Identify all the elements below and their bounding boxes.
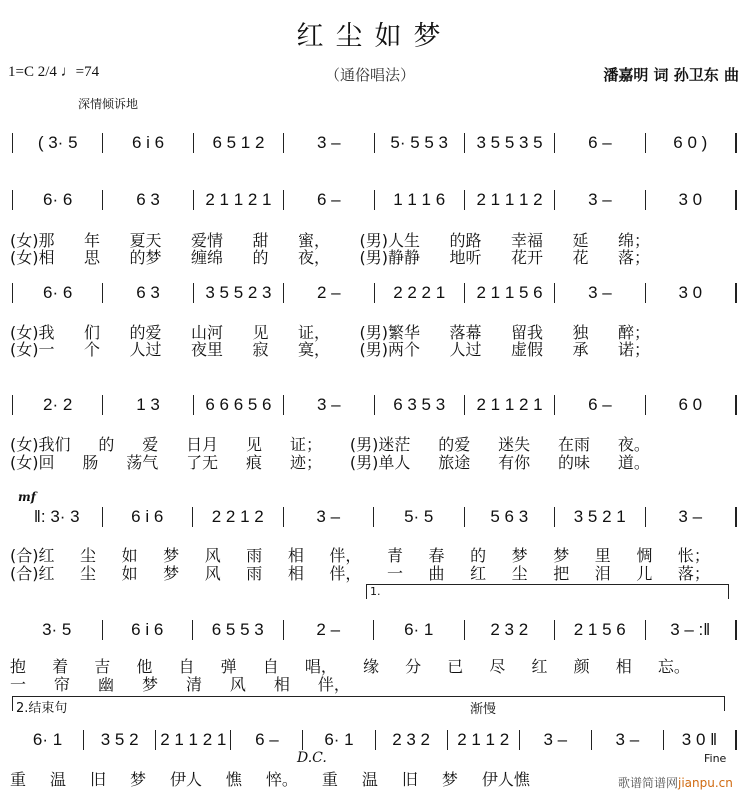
lyric-word: 山河: [190, 323, 223, 342]
measure: 2 1 1 2 1: [156, 730, 231, 750]
lyric-word: 红: [470, 564, 487, 583]
expression-mark: 深情倾诉地: [78, 97, 139, 111]
lyric-word: 的路: [449, 231, 482, 250]
lyric-word: 人过: [129, 340, 162, 359]
measure: 6 –: [555, 133, 645, 153]
measure: 3 –: [555, 283, 645, 303]
lyric-word: 人过: [449, 340, 482, 359]
lyric-word: 一: [10, 675, 27, 694]
lyric-word: 的爱: [438, 435, 471, 454]
dc-mark: D.C.: [297, 750, 327, 766]
lyric-word: 的味: [557, 453, 590, 472]
lyric-word: 夜，: [297, 248, 330, 267]
lyric-word: 的梦: [129, 248, 162, 267]
lyric-word: 红: [531, 657, 548, 676]
measure: 3 5 2 1: [555, 507, 646, 527]
lyric-word: 自: [178, 657, 195, 676]
lyric-word: 荡气: [126, 453, 159, 472]
measure: 2 1 1 1 2: [465, 190, 555, 210]
song-title: 红尘如梦: [296, 21, 453, 52]
lyric-word: 尘: [511, 564, 528, 583]
lyric-word: (女)相: [10, 248, 55, 267]
lyric-word: 如: [121, 546, 138, 565]
measure: 5· 5 5 3: [375, 133, 465, 153]
measure: 6 3 5 3: [375, 395, 465, 415]
lyric-word: 甜: [252, 231, 269, 250]
measure: 1 1 1 6: [375, 190, 465, 210]
notation-line: [12, 730, 737, 750]
lyric-word: (女)那: [10, 231, 55, 250]
lyric-word: 伴，: [317, 675, 350, 694]
lyric-word: 梦: [163, 564, 180, 583]
lyric-word: 绵；: [617, 231, 650, 250]
lyric-word: 爱情: [190, 231, 223, 250]
measure: 6 6 6 5 6: [194, 395, 284, 415]
lyric-word: 自: [262, 657, 279, 676]
measure: 3 –: [284, 507, 375, 527]
lyric-word: 寞，: [297, 340, 330, 359]
lyric-word: 憔: [225, 770, 242, 789]
lyric-word: (男)单人: [349, 453, 411, 472]
lyric-line: [10, 450, 650, 473]
notation-line: [12, 190, 737, 210]
lyric-word: 悴。: [265, 770, 298, 789]
lyric-word: 花开: [510, 248, 543, 267]
measure: 6 i 6: [103, 620, 194, 640]
lyric-word: (男)静静: [359, 248, 420, 267]
measure: 3 –: [555, 190, 645, 210]
measure: 6 –: [284, 190, 374, 210]
lyric-word: 唱，: [304, 657, 337, 676]
measure: 6 0 ): [646, 133, 737, 153]
lyric-word: 抱: [10, 657, 27, 676]
lyric-word: 梦: [129, 770, 146, 789]
lyric-word: (合)红: [10, 546, 55, 565]
measure: ‖: 3· 3: [12, 507, 103, 527]
measure: ( 3· 5: [12, 133, 103, 153]
measure: 6 5 5 3: [193, 620, 284, 640]
lyric-word: 重: [321, 770, 338, 789]
lyric-word: 幸福: [510, 231, 543, 250]
lyric-word: 们: [83, 323, 100, 342]
measure: 3 5 2: [84, 730, 156, 750]
measure: 3 0 ‖: [664, 730, 737, 750]
lyric-word: 蜜，: [297, 231, 330, 250]
lyric-word: 延: [572, 231, 589, 250]
lyric-word: 相: [273, 675, 290, 694]
lyric-word: (男)人生: [359, 231, 420, 250]
lyric-word: 见: [252, 323, 269, 342]
lyric-word: 春: [428, 546, 445, 565]
lyric-word: 里: [594, 546, 611, 565]
lyric-word: 承: [572, 340, 589, 359]
lyric-word: 思: [83, 248, 100, 267]
lyric-word: 有你: [498, 453, 531, 472]
watermark: [618, 774, 733, 791]
measure: 2 3 2: [465, 620, 556, 640]
lyric-word: 缘: [363, 657, 380, 676]
lyric-word: 泪: [594, 564, 611, 583]
lyric-word: 尘: [80, 564, 97, 583]
lyric-word: 道。: [617, 453, 650, 472]
lyric-word: 诺；: [617, 340, 650, 359]
lyric-word: 落；: [617, 248, 650, 267]
lyric-word: 重: [10, 770, 27, 789]
lyric-word: 忘。: [657, 657, 690, 676]
lyric-word: 弹: [220, 657, 237, 676]
measure: 6· 6: [12, 190, 103, 210]
lyric-word: 相: [287, 546, 304, 565]
measure: 2 –: [284, 620, 375, 640]
lyric-word: 花: [572, 248, 589, 267]
lyric-word: 雨: [246, 564, 263, 583]
lyric-word: 温: [49, 770, 66, 789]
measure: 6 i 6: [103, 507, 194, 527]
lyric-line: [10, 561, 710, 584]
lyric-word: 夜。: [617, 435, 650, 454]
volta-1-label: 1.: [370, 585, 381, 598]
key-tempo: 1=C 2/4 ♩=74: [8, 64, 100, 80]
lyric-word: 旅途: [438, 453, 471, 472]
lyric-word: 如: [121, 564, 138, 583]
lyric-word: 他: [136, 657, 153, 676]
notation-line: [12, 507, 737, 527]
measure: 6 0: [646, 395, 737, 415]
lyric-word: 迹；: [289, 453, 322, 472]
lyric-line: [10, 245, 650, 268]
measure: 3 –: [284, 133, 374, 153]
lyric-word: 痕: [246, 453, 263, 472]
measure: 2 1 1 2 1: [465, 395, 555, 415]
lyric-word: 的: [252, 248, 269, 267]
lyric-word: 曲: [428, 564, 445, 583]
lyric-word: 证，: [297, 323, 330, 342]
lyric-word: (男)迷茫: [349, 435, 411, 454]
notation-line: [12, 620, 737, 640]
lyric-word: 清: [185, 675, 202, 694]
lyric-word: 年: [83, 231, 100, 250]
ritardando-mark: 渐慢: [470, 702, 497, 717]
measure: 6· 1: [303, 730, 375, 750]
lyric-word: 风: [204, 564, 221, 583]
lyric-word: 伴，: [329, 546, 362, 565]
lyric-word: 相: [287, 564, 304, 583]
dynamic-mark: mf: [18, 490, 36, 504]
lyric-word: 儿: [636, 564, 653, 583]
watermark-url: jianpu.cn: [678, 776, 733, 790]
lyric-word: 在雨: [557, 435, 590, 454]
lyric-word: 寂: [252, 340, 269, 359]
measure: 2 1 1 2: [448, 730, 520, 750]
lyric-word: 风: [204, 546, 221, 565]
watermark-text: 歌谱简谱网: [618, 776, 679, 790]
lyric-word: (合)红: [10, 564, 55, 583]
measure: 5 6 3: [465, 507, 556, 527]
measure: 3 5 5 3 5: [465, 133, 555, 153]
notation-line: [12, 133, 737, 153]
lyric-word: 梦: [511, 546, 528, 565]
measure: 3 0: [646, 190, 737, 210]
lyric-word: 帘: [53, 675, 70, 694]
lyric-word: 风: [229, 675, 246, 694]
lyric-word: 的爱: [129, 323, 162, 342]
lyric-word: 吉: [94, 657, 111, 676]
lyric-word: 旧: [401, 770, 418, 789]
lyric-word: 尽: [489, 657, 506, 676]
lyric-line: [10, 767, 530, 790]
volta-1: [366, 584, 729, 599]
lyric-word: 个: [83, 340, 100, 359]
measure: 2 3 2: [376, 730, 448, 750]
lyric-word: 地听: [449, 248, 482, 267]
measure: 3 – :‖: [646, 620, 738, 640]
lyric-word: (女)回: [10, 453, 55, 472]
measure: 6· 6: [12, 283, 103, 303]
lyric-word: 梦: [441, 770, 458, 789]
lyric-word: 伊人憔: [481, 770, 530, 789]
measure: 6 –: [555, 395, 645, 415]
measure: 2 1 1 2 1: [194, 190, 284, 210]
lyric-word: 证；: [289, 435, 322, 454]
lyric-word: 爱: [142, 435, 159, 454]
lyric-word: 幽: [97, 675, 114, 694]
subtitle: （通俗唱法）: [325, 66, 416, 84]
lyric-word: 见: [246, 435, 263, 454]
measure: 6 3: [103, 190, 193, 210]
measure: 3 –: [520, 730, 592, 750]
volta-2-label: 2.结束句: [16, 701, 68, 716]
lyric-word: 缠绵: [190, 248, 223, 267]
measure: 6· 1: [374, 620, 465, 640]
lyric-line: [10, 337, 650, 360]
measure: 2 1 5 6: [555, 620, 646, 640]
measure: 6 –: [231, 730, 303, 750]
measure: 1 3: [103, 395, 193, 415]
measure: 6 5 1 2: [194, 133, 284, 153]
lyric-word: (女)我: [10, 323, 55, 342]
measure: 3 0: [646, 283, 737, 303]
lyric-word: 梦: [163, 546, 180, 565]
lyric-word: 分: [405, 657, 422, 676]
lyric-word: (男)繁华: [359, 323, 420, 342]
lyric-word: 独: [572, 323, 589, 342]
lyric-word: 旧: [89, 770, 106, 789]
lyric-word: 惆: [636, 546, 653, 565]
measure: 3 5 5 2 3: [194, 283, 284, 303]
lyric-word: 尘: [80, 546, 97, 565]
lyric-word: 夏天: [129, 231, 162, 250]
measure: 3 –: [592, 730, 664, 750]
lyric-word: 梦: [141, 675, 158, 694]
lyric-word: 把: [553, 564, 570, 583]
lyric-word: (男)两个: [359, 340, 420, 359]
measure: 2· 2: [12, 395, 103, 415]
lyric-word: 着: [52, 657, 69, 676]
measure: 6 i 6: [103, 133, 193, 153]
lyric-word: 日月: [186, 435, 219, 454]
measure: 2 –: [284, 283, 374, 303]
notation-line: [12, 283, 737, 303]
fine-mark: Fine: [704, 752, 727, 765]
lyric-word: 相: [615, 657, 632, 676]
authors: 潘嘉明 词 孙卫东 曲: [603, 66, 739, 84]
lyric-word: 落；: [677, 564, 710, 583]
measure: 2 2 1 2: [193, 507, 284, 527]
measure: 2 2 2 1: [375, 283, 465, 303]
lyric-word: 虚假: [510, 340, 543, 359]
lyric-word: 留我: [510, 323, 543, 342]
lyric-word: (女)一: [10, 340, 55, 359]
lyric-word: 肠: [82, 453, 99, 472]
lyric-word: 伊人: [169, 770, 202, 789]
lyric-word: 怅；: [677, 546, 710, 565]
lyric-word: 颜: [573, 657, 590, 676]
lyric-line: [10, 672, 350, 695]
lyric-word: 夜里: [190, 340, 223, 359]
measure: 3 –: [284, 395, 374, 415]
notation-line: [12, 395, 737, 415]
lyric-word: 温: [361, 770, 378, 789]
measure: 2 1 1 5 6: [465, 283, 555, 303]
measure: 3 –: [646, 507, 738, 527]
lyric-word: 的: [98, 435, 115, 454]
lyric-word: 的: [470, 546, 487, 565]
lyric-word: 青: [386, 546, 403, 565]
lyric-word: 了无: [186, 453, 219, 472]
volta-2: [12, 696, 725, 716]
lyric-word: 一: [386, 564, 403, 583]
measure: 6 3: [103, 283, 193, 303]
lyric-word: (女)我们: [10, 435, 71, 454]
lyric-word: 迷失: [498, 435, 531, 454]
lyric-word: 伴，: [329, 564, 362, 583]
lyric-word: 落幕: [449, 323, 482, 342]
measure: 3· 5: [12, 620, 103, 640]
measure: 5· 5: [374, 507, 465, 527]
measure: 6· 1: [12, 730, 84, 750]
lyric-word: 梦: [553, 546, 570, 565]
lyric-word: 雨: [246, 546, 263, 565]
lyric-word: 已: [447, 657, 464, 676]
lyric-word: 醉；: [617, 323, 650, 342]
